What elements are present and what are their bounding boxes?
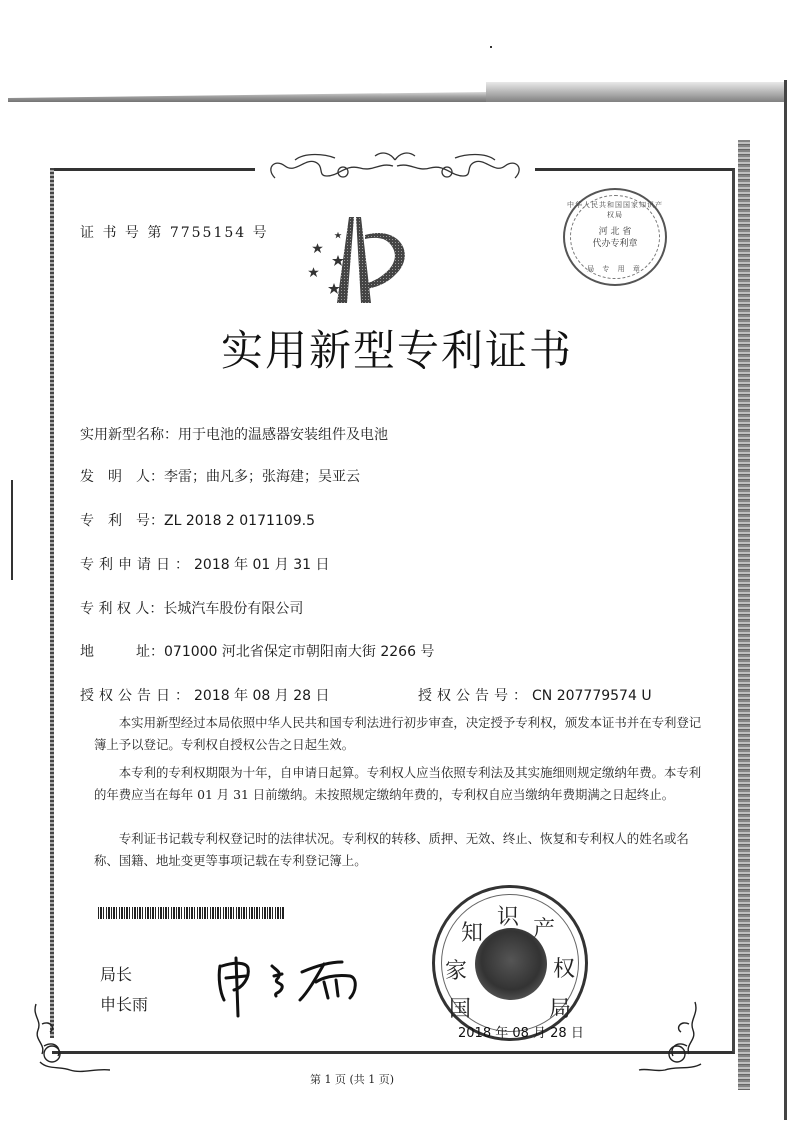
seal-char: 识 bbox=[497, 905, 520, 930]
certificate-number-value: 7755154 bbox=[169, 225, 247, 241]
field-label: 专利申请日： bbox=[80, 557, 194, 573]
field-value: 用于电池的温感器安装组件及电池 bbox=[178, 427, 388, 443]
corner-ornament-icon bbox=[30, 1000, 110, 1080]
seal-char: 家 bbox=[445, 959, 468, 984]
paragraph-legal-status: 专利证书记载专利权登记时的法律状况。专利权的转移、质押、无效、终止、恢复和专利权人的姓名或名称、国籍、地址变更等事项记载在专利登记簿上。 bbox=[94, 831, 689, 868]
field-label: 专 利 号： bbox=[80, 513, 164, 529]
page-number: 第 1 页 (共 1 页) bbox=[309, 1073, 395, 1086]
field-grant-announcement-number bbox=[418, 685, 652, 705]
field-label: 专 利 权 人： bbox=[80, 601, 164, 617]
seal-center-line-1: 河 北 省 bbox=[598, 227, 632, 237]
seal-bottom-text: 局 专 用 章 bbox=[587, 265, 643, 273]
seal-char: 知 bbox=[461, 921, 484, 946]
scan-right-strip bbox=[738, 140, 750, 1090]
field-grant-announcement-date bbox=[80, 685, 330, 705]
field-label: 地 址： bbox=[80, 644, 164, 660]
field-patent-number bbox=[80, 510, 315, 530]
field-value: ZL 2018 2 0171109.5 bbox=[164, 513, 315, 529]
field-application-date bbox=[80, 554, 330, 574]
field-address bbox=[80, 641, 434, 661]
scan-right-edge bbox=[784, 80, 787, 1120]
corner-ornament-icon bbox=[635, 1000, 715, 1080]
field-value: CN 207779574 U bbox=[532, 688, 652, 704]
field-value: 长城汽车股份有限公司 bbox=[163, 601, 304, 617]
paragraph-term-and-fees: 本专利的专利权期限为十年，自申请日起算。专利权人应当依照专利法及其实施细则规定缴纳年费。本专利的年费应当在每年 01 月 31 日前缴纳。未按照规定缴纳年费的，专利权自应当缴纳年费期满之日起终止。 bbox=[94, 765, 702, 802]
field-inventors bbox=[80, 466, 360, 486]
handwritten-signature-icon bbox=[212, 948, 372, 1018]
signatory-title: 局长 bbox=[100, 965, 133, 984]
paragraph-grant-statement: 本实用新型经过本局依照中华人民共和国专利法进行初步审查，决定授予专利权，颁发本证书并在专利登记簿上予以登记。专利权自授权公告之日起生效。 bbox=[94, 715, 702, 752]
scan-top-bar bbox=[8, 92, 486, 102]
seal-char: 局 bbox=[549, 997, 572, 1022]
field-value: 2018 年 08 月 28 日 bbox=[194, 688, 330, 704]
agency-seal bbox=[563, 188, 667, 286]
certificate-frame-left bbox=[50, 168, 54, 1038]
seal-char: 权 bbox=[553, 957, 576, 982]
field-value: 071000 河北省保定市朝阳南大街 2266 号 bbox=[164, 644, 435, 660]
seal-char: 产 bbox=[533, 917, 556, 942]
top-ornament-icon bbox=[255, 148, 535, 188]
scan-top-bar-right bbox=[486, 82, 786, 102]
field-label: 授权公告号： bbox=[418, 688, 532, 704]
seal-char: 国 bbox=[449, 997, 472, 1022]
scan-left-edge bbox=[11, 480, 13, 580]
field-label: 实用新型名称： bbox=[80, 427, 178, 443]
scan-dot bbox=[490, 46, 492, 48]
field-label: 发 明 人： bbox=[80, 469, 164, 485]
grant-date-stamp: 2018 年 08 月 28 日 bbox=[458, 1026, 584, 1041]
field-patentee bbox=[80, 598, 303, 618]
seal-center-line-2: 代办专利章 bbox=[592, 239, 638, 249]
certificate-number-label: 证 书 号 第 bbox=[80, 225, 164, 241]
patent-office-logo-icon bbox=[305, 215, 415, 305]
barcode bbox=[98, 907, 284, 919]
field-value: 李雷；曲凡多；张海建；吴亚云 bbox=[164, 469, 360, 485]
certificate-title: 实用新型专利证书 bbox=[220, 326, 573, 375]
signatory-name: 申长雨 bbox=[100, 995, 149, 1014]
field-utility-model-name bbox=[80, 424, 388, 444]
cnipa-official-seal bbox=[432, 885, 588, 1041]
field-label: 授权公告日： bbox=[80, 688, 194, 704]
field-value: 2018 年 01 月 31 日 bbox=[194, 557, 330, 573]
certificate-number-suffix: 号 bbox=[252, 225, 269, 241]
seal-center-text bbox=[565, 226, 665, 250]
seal-arc-text: 中华人民共和国国家知识产权局 bbox=[567, 201, 663, 219]
certificate-number bbox=[80, 222, 269, 242]
